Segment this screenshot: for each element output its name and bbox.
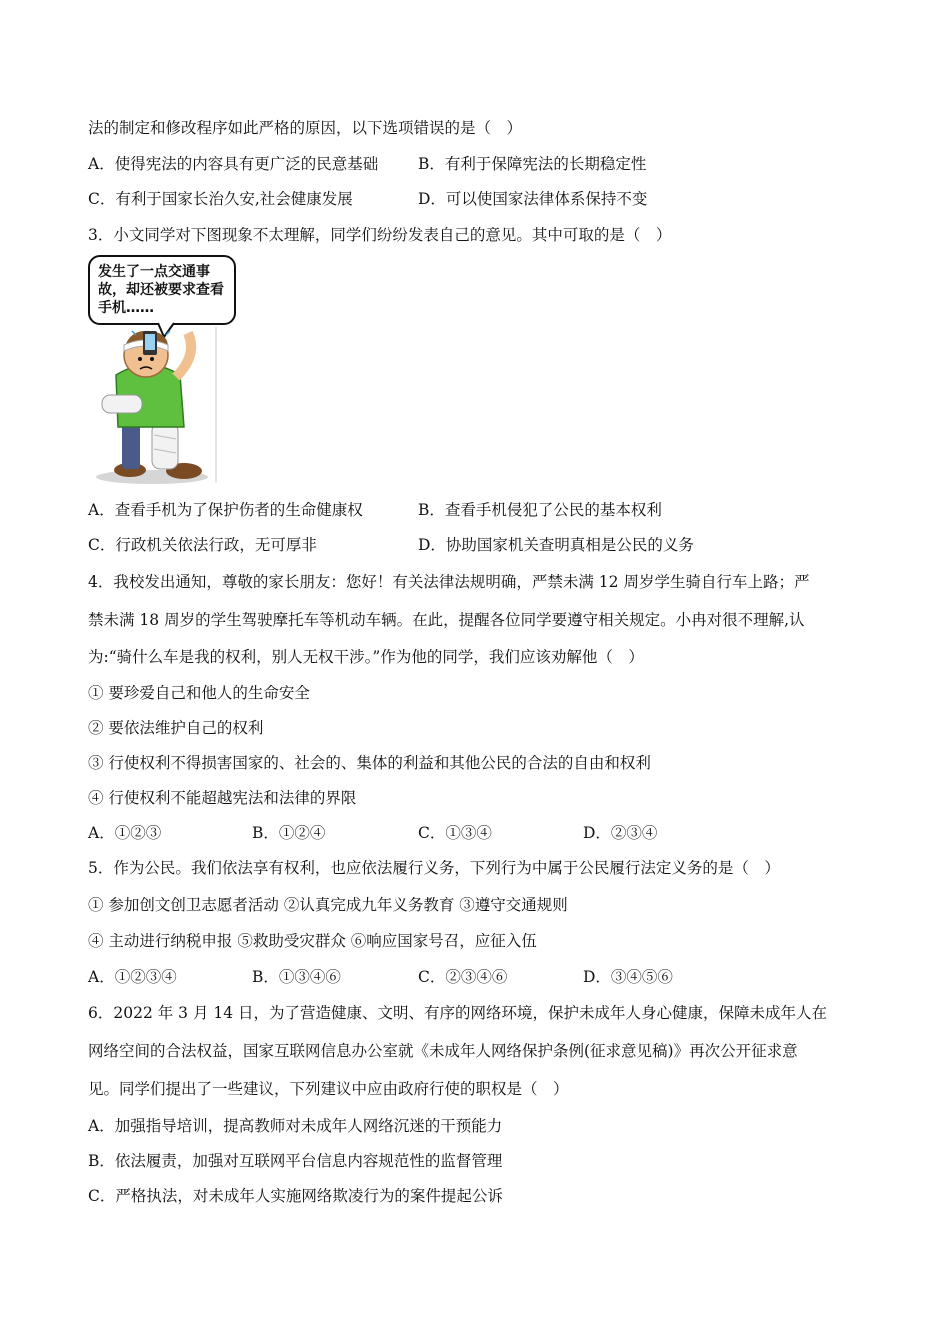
q6-option-a: A．加强指导培训，提高教师对未成年人网络沉迷的干预能力 [88,1117,503,1135]
q3-option-d: D．协助国家机关查明真相是公民的义务 [418,536,694,554]
q2-option-d: D．可以使国家法律体系保持不变 [418,190,648,208]
q4-stem-line-3: 为:“骑什么车是我的权利，别人无权干涉。”作为他的同学，我们应该劝解他（ ） [88,648,644,666]
q4-stem-line-2: 禁未满 18 周岁的学生驾驶摩托车等机动车辆。在此，提醒各位同学要遵守相关规定。小冉对很不理解,认 [88,611,805,629]
injured-man-picture [88,255,228,490]
q2-option-c: C．有利于国家长治久安,社会健康发展 [88,190,353,208]
q6-option-b: B．依法履责，加强对互联网平台信息内容规范性的监督管理 [88,1152,503,1170]
q3-illustration [88,255,228,490]
q3-option-b: B．查看手机侵犯了公民的基本权利 [418,501,662,519]
q5-option-b: B．①③④⑥ [252,968,341,986]
q5-items-line-2: ④ 主动进行纳税申报 ⑤救助受灾群众 ⑥响应国家号召，应征入伍 [88,932,537,950]
q3-stem: 3．小文同学对下图现象不太理解，同学们纷纷发表自己的意见。其中可取的是（ ） [88,226,672,244]
q5-items-line-1: ① 参加创文创卫志愿者活动 ②认真完成九年义务教育 ③遵守交通规则 [88,896,568,914]
q2-stem-tail: 法的制定和修改程序如此严格的原因，以下选项错误的是（ ） [88,119,523,137]
q4-option-d: D．②③④ [583,824,658,842]
q5-option-c: C．②③④⑥ [418,968,508,986]
q4-item-2: ② 要依法维护自己的权利 [88,719,264,737]
q4-item-1: ① 要珍爱自己和他人的生命安全 [88,684,310,702]
speech-bubble: 发生了一点交通事故，却还被要求查看手机…… [88,255,236,325]
q6-stem-line-1: 6．2022 年 3 月 14 日，为了营造健康、文明、有序的网络环境，保护未成年人身心健康，保障未成年人在 [88,1004,828,1022]
q6-stem-line-2: 网络空间的合法权益，国家互联网信息办公室就《未成年人网络保护条例(征求意见稿)》再次公开征求意 [88,1042,798,1060]
q4-option-c: C．①③④ [418,824,492,842]
q5-option-a: A．①②③④ [88,968,177,986]
q2-option-b: B．有利于保障宪法的长期稳定性 [418,155,647,173]
q3-option-a: A．查看手机为了保护伤者的生命健康权 [88,501,363,519]
q5-stem: 5．作为公民。我们依法享有权利，也应依法履行义务，下列行为中属于公民履行法定义务的是（ ） [88,859,780,877]
q4-item-3: ③ 行使权利不得损害国家的、社会的、集体的利益和其他公民的合法的自由和权利 [88,754,651,772]
q4-option-b: B．①②④ [252,824,326,842]
q3-option-c: C．行政机关依法行政，无可厚非 [88,536,317,554]
q4-stem-line-1: 4．我校发出通知，尊敬的家长朋友：您好！有关法律法规明确，严禁未满 12 周岁学生骑自行车上路；严 [88,573,810,591]
q6-stem-line-3: 见。同学们提出了一些建议，下列建议中应由政府行使的职权是（ ） [88,1080,569,1098]
q4-item-4: ④ 行使权利不能超越宪法和法律的界限 [88,789,357,807]
q4-option-a: A．①②③ [88,824,162,842]
q6-option-c: C．严格执法，对未成年人实施网络欺凌行为的案件提起公诉 [88,1187,503,1205]
q5-option-d: D．③④⑤⑥ [583,968,673,986]
q2-option-a: A．使得宪法的内容具有更广泛的民意基础 [88,155,379,173]
